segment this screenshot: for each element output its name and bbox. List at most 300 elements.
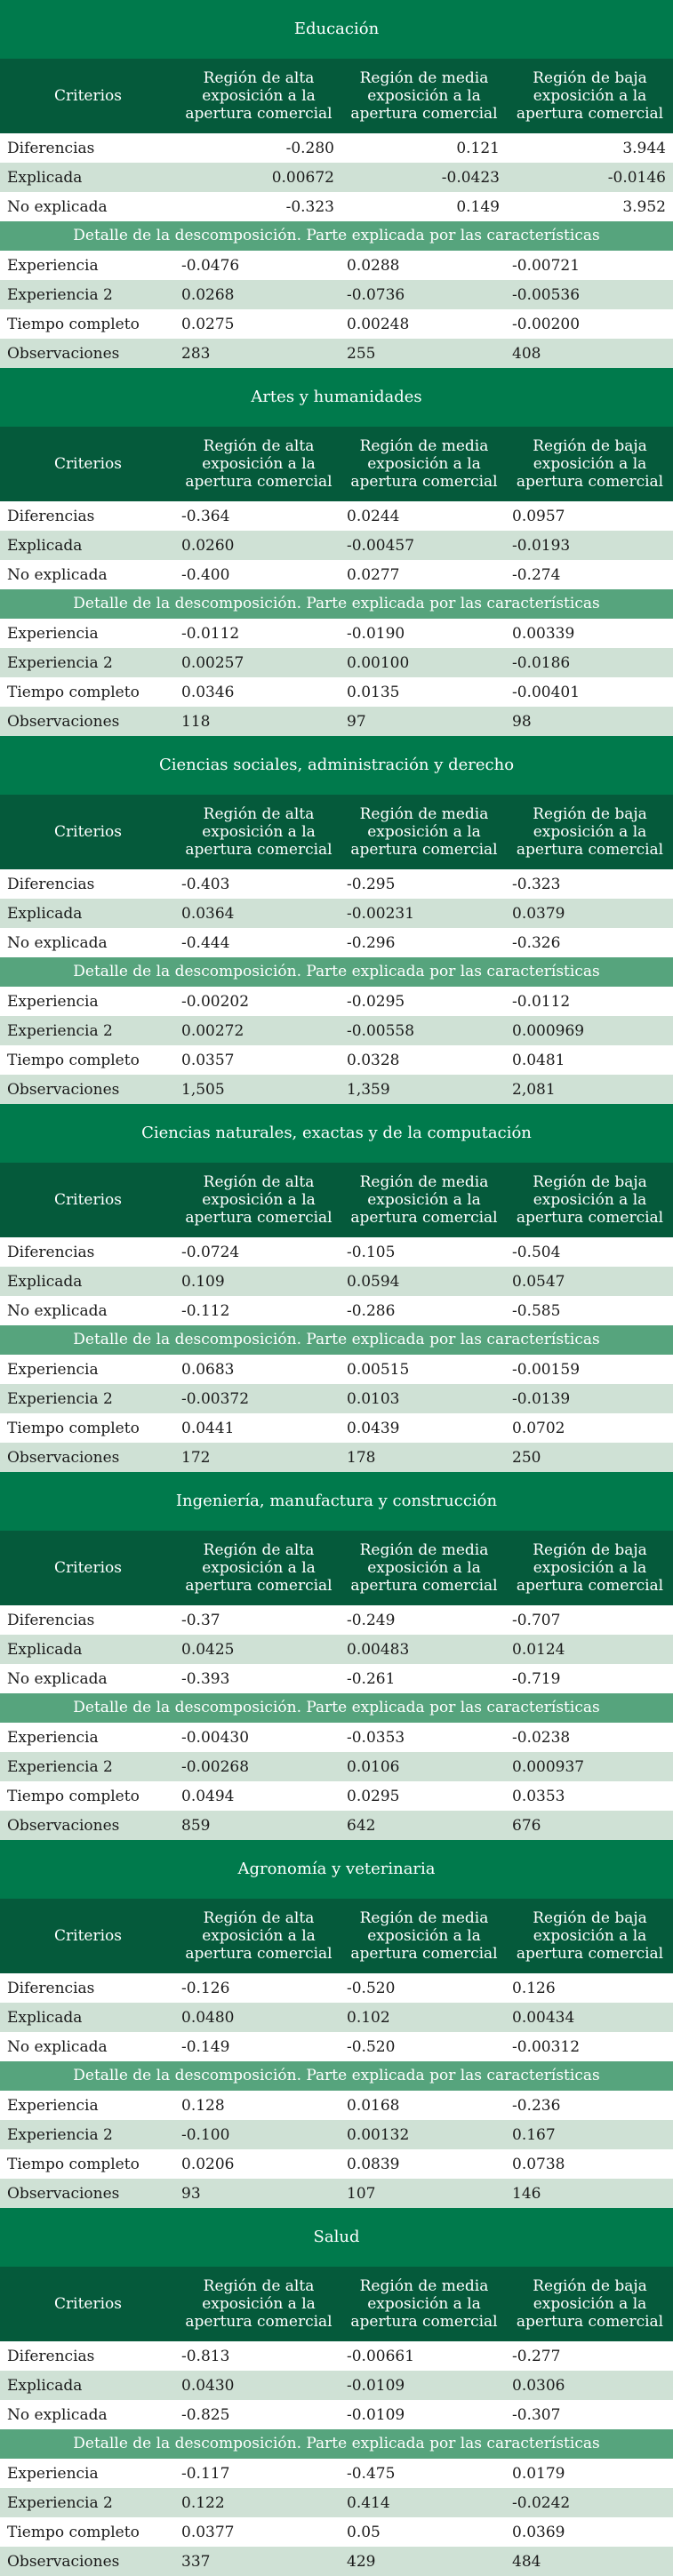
row-value: 0.0260 <box>181 536 235 555</box>
row-label: Diferencias <box>7 2347 95 2365</box>
section-4 <box>0 1472 673 1840</box>
row-label: No explicada <box>7 1669 108 1688</box>
row-label: Observaciones <box>7 1448 120 1467</box>
row-value: 642 <box>347 1816 376 1835</box>
header-criterios: Criterios <box>54 1927 122 1945</box>
row-value: 98 <box>512 712 532 731</box>
row-value: -0.249 <box>347 1611 396 1629</box>
table-row <box>0 163 673 192</box>
table-row <box>0 2371 673 2400</box>
table-row <box>0 501 673 531</box>
row-value: 250 <box>512 1448 541 1467</box>
row-value: 484 <box>512 2552 541 2571</box>
row-value: 0.0425 <box>181 1640 235 1659</box>
row-label: Tiempo completo <box>7 1051 140 1069</box>
row-value: -0.0736 <box>347 285 405 304</box>
row-label: Diferencias <box>7 507 95 525</box>
table-row <box>0 2517 673 2547</box>
detail-subheader: Detalle de la descomposición. Parte explicada por las características <box>0 2061 673 2091</box>
header-criterios: Criterios <box>54 823 122 841</box>
table-header <box>0 1531 673 1605</box>
row-value: -0.585 <box>512 1301 561 1320</box>
row-value: -0.0193 <box>512 536 571 555</box>
header-baja: Región de baja exposición a la apertura comercial <box>516 1909 664 1963</box>
table-row <box>0 2149 673 2179</box>
table-row <box>0 1752 673 1781</box>
row-label: Observaciones <box>7 1080 120 1099</box>
row-value: 0.0594 <box>347 1272 400 1291</box>
row-value: 178 <box>347 1448 376 1467</box>
table-row <box>0 2459 673 2488</box>
row-value: 0.122 <box>181 2493 225 2512</box>
row-value: 0.0346 <box>181 683 235 701</box>
section-title: Educación <box>0 0 673 59</box>
row-value: -0.323 <box>512 875 561 893</box>
row-value: 0.0288 <box>347 256 400 275</box>
section-5 <box>0 1840 673 2208</box>
row-value: 0.0430 <box>181 2376 235 2395</box>
row-label: Observaciones <box>7 344 120 363</box>
row-value: -0.707 <box>512 1611 561 1629</box>
row-value: 0.0106 <box>347 1757 400 1776</box>
table-header <box>0 427 673 501</box>
row-value: -0.0423 <box>441 168 500 187</box>
detail-subheader: Detalle de la descomposición. Parte explicada por las características <box>0 957 673 987</box>
row-label: Experiencia <box>7 992 99 1011</box>
row-value: -0.0238 <box>512 1728 571 1747</box>
table-row <box>0 2032 673 2061</box>
table-row <box>0 648 673 677</box>
table-row <box>0 2547 673 2576</box>
row-value: 0.00434 <box>512 2008 575 2027</box>
row-label: Tiempo completo <box>7 1787 140 1805</box>
row-value: -0.100 <box>181 2125 230 2144</box>
row-value: -0.277 <box>512 2347 561 2365</box>
row-value: 0.000937 <box>512 1757 585 1776</box>
table-row <box>0 2400 673 2429</box>
row-value: 255 <box>347 344 376 363</box>
row-value: -0.323 <box>285 197 334 216</box>
row-label: No explicada <box>7 565 108 584</box>
header-baja: Región de baja exposición a la apertura comercial <box>516 437 664 491</box>
row-value: -0.00401 <box>512 683 581 701</box>
row-value: -0.393 <box>181 1669 230 1688</box>
row-value: 1,359 <box>347 1080 390 1099</box>
row-value: 0.0441 <box>181 1419 235 1437</box>
table-row <box>0 339 673 368</box>
row-value: -0.0186 <box>512 653 571 672</box>
row-value: 676 <box>512 1816 541 1835</box>
row-value: -0.400 <box>181 565 230 584</box>
row-value: -0.0295 <box>347 992 405 1011</box>
row-label: Experiencia 2 <box>7 285 113 304</box>
row-value: -0.117 <box>181 2464 230 2483</box>
section-title: Salud <box>0 2208 673 2267</box>
section-3 <box>0 1104 673 1472</box>
row-label: Experiencia <box>7 2464 99 2483</box>
row-value: 0.0277 <box>347 565 400 584</box>
header-criterios: Criterios <box>54 455 122 473</box>
table-row <box>0 192 673 221</box>
row-value: -0.105 <box>347 1243 396 1261</box>
row-label: Observaciones <box>7 1816 120 1835</box>
header-alta: Región de alta exposición a la apertura comercial <box>185 1541 332 1595</box>
row-value: -0.00268 <box>181 1757 250 1776</box>
table-header <box>0 1163 673 1237</box>
row-value: -0.126 <box>181 1979 230 1997</box>
section-title: Ingeniería, manufactura y construcción <box>0 1472 673 1531</box>
row-value: -0.280 <box>285 139 334 157</box>
row-value: 3.944 <box>622 139 666 157</box>
header-alta: Región de alta exposición a la apertura comercial <box>185 2277 332 2331</box>
row-value: 0.0957 <box>512 507 565 525</box>
header-alta: Región de alta exposición a la apertura comercial <box>185 437 332 491</box>
row-value: 0.0738 <box>512 2155 565 2173</box>
row-value: 0.00339 <box>512 624 575 643</box>
row-value: 0.0295 <box>347 1787 400 1805</box>
row-value: 0.0244 <box>347 507 400 525</box>
row-value: -0.00661 <box>347 2347 415 2365</box>
row-value: 0.128 <box>181 2096 225 2115</box>
row-label: Experiencia 2 <box>7 653 113 672</box>
table-row <box>0 1443 673 1472</box>
table-row <box>0 2488 673 2517</box>
row-value: -0.149 <box>181 2037 230 2056</box>
row-label: Observaciones <box>7 712 120 731</box>
row-value: -0.0353 <box>347 1728 405 1747</box>
row-value: 93 <box>181 2184 201 2203</box>
row-label: No explicada <box>7 933 108 952</box>
row-value: -0.0190 <box>347 624 405 643</box>
row-value: -0.813 <box>181 2347 230 2365</box>
section-title: Agronomía y veterinaria <box>0 1840 673 1899</box>
header-baja: Región de baja exposición a la apertura comercial <box>516 805 664 859</box>
row-label: Experiencia 2 <box>7 2125 113 2144</box>
row-value: -0.0112 <box>512 992 571 1011</box>
table-row <box>0 1016 673 1045</box>
table-row <box>0 1413 673 1443</box>
table-header <box>0 59 673 133</box>
table-header <box>0 2267 673 2341</box>
row-label: Diferencias <box>7 139 95 157</box>
row-value: 0.0683 <box>181 1360 235 1379</box>
row-value: -0.00231 <box>347 904 415 923</box>
table-row <box>0 2341 673 2371</box>
row-label: Explicada <box>7 1640 83 1659</box>
row-value: 408 <box>512 344 541 363</box>
header-alta: Región de alta exposición a la apertura comercial <box>185 805 332 859</box>
detail-subheader: Detalle de la descomposición. Parte explicada por las características <box>0 1693 673 1723</box>
row-label: Observaciones <box>7 2552 120 2571</box>
row-label: Tiempo completo <box>7 2523 140 2541</box>
table-row <box>0 899 673 928</box>
row-value: -0.0112 <box>181 624 240 643</box>
row-label: Experiencia 2 <box>7 2493 113 2512</box>
row-label: No explicada <box>7 2405 108 2424</box>
header-alta: Región de alta exposición a la apertura comercial <box>185 1173 332 1227</box>
row-value: 0.102 <box>347 2008 390 2027</box>
row-label: Experiencia 2 <box>7 1757 113 1776</box>
table-row <box>0 1973 673 2003</box>
row-value: -0.475 <box>347 2464 396 2483</box>
table-row <box>0 1384 673 1413</box>
row-label: Experiencia <box>7 1360 99 1379</box>
table-header <box>0 1899 673 1973</box>
row-value: -0.00372 <box>181 1389 250 1408</box>
row-value: 0.00132 <box>347 2125 410 2144</box>
table-row <box>0 1045 673 1075</box>
row-value: 0.0494 <box>181 1787 235 1805</box>
table-row <box>0 2091 673 2120</box>
row-label: Tiempo completo <box>7 315 140 333</box>
row-value: -0.520 <box>347 2037 396 2056</box>
section-0 <box>0 0 673 368</box>
table-row <box>0 987 673 1016</box>
row-value: -0.444 <box>181 933 230 952</box>
row-label: Experiencia 2 <box>7 1021 113 1040</box>
row-value: -0.825 <box>181 2405 230 2424</box>
section-1 <box>0 368 673 736</box>
section-6 <box>0 2208 673 2576</box>
row-value: 0.126 <box>512 1979 556 1997</box>
table-row <box>0 869 673 899</box>
detail-subheader: Detalle de la descomposición. Parte explicada por las características <box>0 2429 673 2459</box>
table-row <box>0 560 673 589</box>
header-media: Región de media exposición a la apertura comercial <box>350 69 498 123</box>
row-value: -0.295 <box>347 875 396 893</box>
row-label: No explicada <box>7 2037 108 2056</box>
row-value: -0.326 <box>512 933 561 952</box>
row-value: -0.00159 <box>512 1360 581 1379</box>
row-label: Experiencia 2 <box>7 1389 113 1408</box>
row-value: 337 <box>181 2552 211 2571</box>
row-value: -0.0139 <box>512 1389 571 1408</box>
section-title: Artes y humanidades <box>0 368 673 427</box>
row-value: -0.261 <box>347 1669 396 1688</box>
row-value: -0.0146 <box>607 168 666 187</box>
row-value: 3.952 <box>622 197 666 216</box>
table-row <box>0 1267 673 1296</box>
row-label: Explicada <box>7 168 83 187</box>
row-value: 0.00248 <box>347 315 410 333</box>
row-value: -0.112 <box>181 1301 230 1320</box>
row-label: Diferencias <box>7 1979 95 1997</box>
row-label: Experiencia <box>7 2096 99 2115</box>
row-label: Explicada <box>7 1272 83 1291</box>
row-value: 0.0179 <box>512 2464 565 2483</box>
row-value: 0.0702 <box>512 1419 565 1437</box>
row-value: 172 <box>181 1448 211 1467</box>
table-row <box>0 1723 673 1752</box>
table-row <box>0 1664 673 1693</box>
table-row <box>0 251 673 280</box>
row-value: -0.286 <box>347 1301 396 1320</box>
detail-subheader: Detalle de la descomposición. Parte explicada por las características <box>0 221 673 251</box>
row-value: 0.00515 <box>347 1360 410 1379</box>
row-value: -0.520 <box>347 1979 396 1997</box>
row-value: -0.274 <box>512 565 561 584</box>
header-baja: Región de baja exposición a la apertura comercial <box>516 1541 664 1595</box>
row-value: 0.0379 <box>512 904 565 923</box>
row-value: -0.00457 <box>347 536 415 555</box>
row-label: Diferencias <box>7 1243 95 1261</box>
header-media: Región de media exposición a la apertura comercial <box>350 1909 498 1963</box>
row-value: -0.00430 <box>181 1728 250 1747</box>
row-value: -0.37 <box>181 1611 220 1629</box>
row-value: -0.0476 <box>181 256 240 275</box>
row-value: -0.00558 <box>347 1021 415 1040</box>
table-row <box>0 1781 673 1811</box>
row-value: 146 <box>512 2184 541 2203</box>
row-label: Explicada <box>7 2376 83 2395</box>
row-value: 0.00272 <box>181 1021 244 1040</box>
row-value: 0.0481 <box>512 1051 565 1069</box>
row-label: Tiempo completo <box>7 2155 140 2173</box>
section-title: Ciencias sociales, administración y derecho <box>0 736 673 795</box>
row-value: 0.0364 <box>181 904 235 923</box>
row-value: 0.0328 <box>347 1051 400 1069</box>
row-value: 0.109 <box>181 1272 225 1291</box>
row-label: Experiencia <box>7 624 99 643</box>
table-row <box>0 677 673 707</box>
row-value: 0.0206 <box>181 2155 235 2173</box>
row-value: 0.0168 <box>347 2096 400 2115</box>
row-value: -0.00202 <box>181 992 250 1011</box>
row-value: 859 <box>181 1816 211 1835</box>
table-header <box>0 795 673 869</box>
row-value: 97 <box>347 712 366 731</box>
row-label: No explicada <box>7 197 108 216</box>
row-value: -0.0109 <box>347 2376 405 2395</box>
table-row <box>0 2179 673 2208</box>
row-value: 0.0439 <box>347 1419 400 1437</box>
header-criterios: Criterios <box>54 87 122 105</box>
row-label: No explicada <box>7 1301 108 1320</box>
row-value: 0.000969 <box>512 1021 585 1040</box>
row-value: 0.0135 <box>347 683 400 701</box>
row-value: 0.0306 <box>512 2376 565 2395</box>
row-label: Experiencia <box>7 1728 99 1747</box>
row-value: 0.0103 <box>347 1389 400 1408</box>
row-value: 0.00100 <box>347 653 410 672</box>
table-row <box>0 1605 673 1635</box>
row-value: -0.504 <box>512 1243 561 1261</box>
row-value: 0.121 <box>456 139 500 157</box>
row-value: -0.307 <box>512 2405 561 2424</box>
row-value: -0.236 <box>512 2096 561 2115</box>
header-media: Región de media exposición a la apertura comercial <box>350 1541 498 1595</box>
row-value: 107 <box>347 2184 376 2203</box>
row-label: Experiencia <box>7 256 99 275</box>
header-criterios: Criterios <box>54 1559 122 1577</box>
header-alta: Región de alta exposición a la apertura comercial <box>185 1909 332 1963</box>
row-value: 2,081 <box>512 1080 556 1099</box>
header-criterios: Criterios <box>54 1191 122 1209</box>
header-media: Región de media exposición a la apertura comercial <box>350 437 498 491</box>
header-baja: Región de baja exposición a la apertura comercial <box>516 2277 664 2331</box>
row-value: 0.0353 <box>512 1787 565 1805</box>
row-value: 0.0480 <box>181 2008 235 2027</box>
row-value: 0.0839 <box>347 2155 400 2173</box>
table-row <box>0 1075 673 1104</box>
detail-subheader: Detalle de la descomposición. Parte explicada por las características <box>0 589 673 619</box>
row-value: 0.00672 <box>271 168 334 187</box>
row-label: Diferencias <box>7 1611 95 1629</box>
header-criterios: Criterios <box>54 2295 122 2313</box>
table-row <box>0 280 673 309</box>
header-media: Región de media exposición a la apertura comercial <box>350 805 498 859</box>
row-value: -0.719 <box>512 1669 561 1688</box>
section-title: Ciencias naturales, exactas y de la computación <box>0 1104 673 1163</box>
header-baja: Región de baja exposición a la apertura comercial <box>516 1173 664 1227</box>
row-value: -0.0109 <box>347 2405 405 2424</box>
row-value: -0.00721 <box>512 256 581 275</box>
header-media: Región de media exposición a la apertura comercial <box>350 2277 498 2331</box>
table-row <box>0 531 673 560</box>
row-value: 0.0377 <box>181 2523 235 2541</box>
header-baja: Región de baja exposición a la apertura comercial <box>516 69 664 123</box>
row-value: -0.0242 <box>512 2493 571 2512</box>
row-label: Explicada <box>7 904 83 923</box>
row-value: 1,505 <box>181 1080 225 1099</box>
table-row <box>0 707 673 736</box>
row-value: 0.414 <box>347 2493 390 2512</box>
row-value: 118 <box>181 712 211 731</box>
row-value: -0.00200 <box>512 315 581 333</box>
table-row <box>0 1296 673 1325</box>
row-value: 0.0369 <box>512 2523 565 2541</box>
detail-subheader: Detalle de la descomposición. Parte explicada por las características <box>0 1325 673 1355</box>
row-value: -0.364 <box>181 507 230 525</box>
table-row <box>0 1355 673 1384</box>
row-value: -0.00536 <box>512 285 581 304</box>
table-row <box>0 133 673 163</box>
row-value: -0.296 <box>347 933 396 952</box>
header-alta: Región de alta exposición a la apertura comercial <box>185 69 332 123</box>
table-row <box>0 619 673 648</box>
row-value: 0.0357 <box>181 1051 235 1069</box>
row-value: -0.0724 <box>181 1243 240 1261</box>
row-label: Explicada <box>7 2008 83 2027</box>
table-row <box>0 309 673 339</box>
row-value: 0.0124 <box>512 1640 565 1659</box>
row-label: Tiempo completo <box>7 1419 140 1437</box>
row-label: Tiempo completo <box>7 683 140 701</box>
row-value: 0.00257 <box>181 653 244 672</box>
table-row <box>0 2003 673 2032</box>
row-value: 0.0268 <box>181 285 235 304</box>
table-row <box>0 1635 673 1664</box>
row-label: Observaciones <box>7 2184 120 2203</box>
row-value: -0.403 <box>181 875 230 893</box>
table-row <box>0 2120 673 2149</box>
table-row <box>0 928 673 957</box>
row-label: Explicada <box>7 536 83 555</box>
row-value: -0.00312 <box>512 2037 581 2056</box>
row-label: Diferencias <box>7 875 95 893</box>
row-value: 0.0547 <box>512 1272 565 1291</box>
row-value: 0.0275 <box>181 315 235 333</box>
section-2 <box>0 736 673 1104</box>
row-value: 283 <box>181 344 211 363</box>
table-row <box>0 1811 673 1840</box>
header-media: Región de media exposición a la apertura comercial <box>350 1173 498 1227</box>
table-row <box>0 1237 673 1267</box>
row-value: 429 <box>347 2552 376 2571</box>
row-value: 0.167 <box>512 2125 556 2144</box>
row-value: 0.149 <box>456 197 500 216</box>
row-value: 0.05 <box>347 2523 381 2541</box>
